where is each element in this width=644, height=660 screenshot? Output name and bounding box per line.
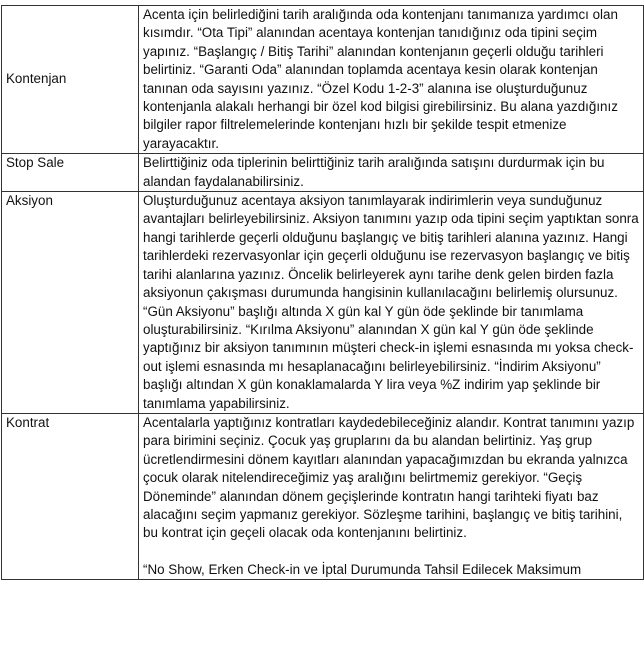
- row-label-text: Kontrat: [6, 414, 50, 430]
- row-label: [2, 192, 139, 414]
- table-row-kontenjan: [2, 6, 644, 154]
- description-paragraph: “Gün Aksiyonu” başlığı altında X gün kal Y gün öde şeklinde bir tanımlama oluşturabilirsiniz. “Kırılma Aksiyonu” alanından X gün kal Y gün öde şeklinde yaptığınız bir aksiyon tanımının müşteri check-in işlemi esnasında mı yoksa check-out işlemi esnasında mı hesaplanacağını belirleyebilirsiniz. “İndirim Aksiyonu” başlığı altından X gün konaklamalarda Y lira veya %Z indirim yap şeklinde bir tanımlama yapabilirsiniz.: [143, 303, 634, 411]
- table-row-stop-sale: [2, 154, 644, 192]
- description-paragraph: “No Show, Erken Check-in ve İptal Durumunda Tahsil Edilecek Maksimum: [143, 561, 582, 577]
- definitions-table: [1, 5, 644, 580]
- row-description: [139, 192, 644, 414]
- row-label: [2, 154, 139, 192]
- row-label: [2, 6, 139, 154]
- row-description: [139, 413, 644, 579]
- row-description: [139, 154, 644, 192]
- paragraph-spacer: [143, 543, 640, 561]
- description-paragraph: Acenta için belirlediğini tarih aralığında oda kontenjanı tanımanıza yardımcı olan kısımdır. “Ota Tipi” alanından acentaya kontenjan tanıdığınız oda tipini seçim yapınız. “Başlangıç / Bitiş Tarihi” alanından kontenjanın geçerli olduğu tarihleri belirtiniz. “Garanti Oda” alanından toplamda acentaya kesin olarak kontenjan tanınan oda sayısını yazınız. “Özel Kodu 1-2-3” alanına ise oluşturduğunuz kontenjanla alakalı herhangi bir özel kod bilgisi girebilirsiniz. Bu alana yazdığınız bilgiler rapor filtrelemelerinde kontenjanı hızlı bir şekilde tespit etmenize yarayacaktır.: [143, 7, 618, 151]
- table-row-aksiyon: [2, 192, 644, 414]
- row-description: [139, 6, 644, 154]
- row-label: [2, 413, 139, 579]
- row-label-text: Kontenjan: [6, 71, 67, 87]
- row-label-text: Stop Sale: [6, 155, 65, 171]
- description-paragraph: Acentalarla yaptığınız kontratları kaydedebileceğiniz alandır. Kontrat tanımını yazıp para birimini seçiniz. Çocuk yaş gruplarını da bu alandan belirtiniz. Yaş grup ücretlendirmesini dönem kayıtları alanından yapacağımızdan bu ekranda yalnızca çocuk olarak nitelendireceğimiz yaş aralığını belirtmemiz gerekiyor. “Geçiş Döneminde” alanından dönem geçişlerinde kontratın hangi tarihteki fiyatı baz alacağını seçim yapmanız gerekiyor. Sözleşme tarihini, başlangıç ve bitiş tarihini, bu kontrat için geçeli olacak oda kontenjanını belirtiniz.: [143, 414, 635, 541]
- table-row-kontrat: [2, 413, 644, 579]
- row-label-text: Aksiyon: [6, 193, 53, 209]
- description-paragraph: Belirttiğiniz oda tiplerinin belirttiğiniz tarih aralığında satışını durdurmak için bu alandan faydalanabilirsiniz.: [143, 155, 605, 189]
- description-paragraph: Oluşturduğunuz acentaya aksiyon tanımlayarak indirimlerin veya sunduğunuz avantajları belirleyebilirsiniz. Aksiyon tanımını yazıp oda tipini seçim yaptıktan sonra hangi tarihlerde geçerli olduğunu başlangıç ve bitiş tarihleri alanına yazınız. Hangi tarihlerdeki rezervasyonlar için geçerli olduğunu ise rezervasyon başlangıç ve bitiş tarihi alanlarına yazınız. Öncelik belirleyerek aynı tarihe denk gelen birden fazla aksiyonun çakışması durumunda hangisinin kullanılacağını belirlemiş olursunuz.: [143, 193, 639, 301]
